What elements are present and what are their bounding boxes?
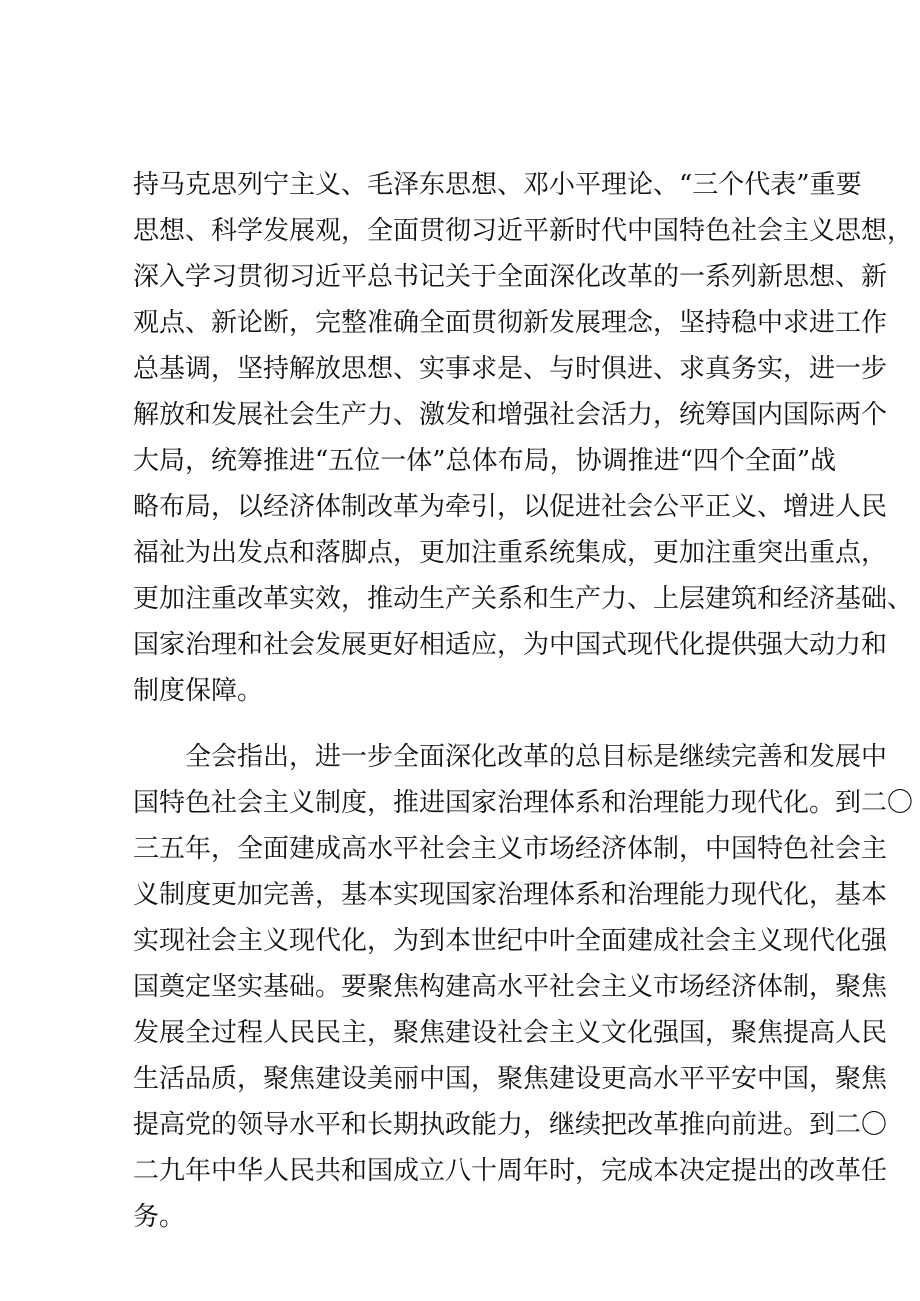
text-line: 深入学习贯彻习近平总书记关于全面深化改革的一系列新思想、新 [133,262,888,292]
text-line: 略布局，以经济体制改革为牵引，以促进社会公平正义、增进人民 [133,492,888,522]
text-line: 大局，统筹推进“五位一体”总体布局，协调推进“四个全面”战 [133,446,837,476]
paragraph-gap [133,714,805,734]
text-line: 义制度更加完善，基本实现国家治理体系和治理能力现代化，基本 [133,880,888,910]
text-line: 国家治理和社会发展更好相适应，为中国式现代化提供强大动力和 [133,630,888,660]
text-line: 更加注重改革实效，推动生产关系和生产力、上层建筑和经济基础、 [133,584,914,614]
text-line: 国奠定坚实基础。要聚焦构建高水平社会主义市场经济体制，聚焦 [133,972,888,1002]
text-line: 持马克思列宁主义、毛泽东思想、邓小平理论、“三个代表”重要 [133,170,862,200]
text-line: 解放和发展社会生产力、激发和增强社会活力，统筹国内国际两个 [133,400,888,430]
text-line: 福祉为出发点和落脚点，更加注重系统集成，更加注重突出重点， [133,538,888,568]
paragraph-2 [133,734,914,1240]
text-line: 观点、新论断，完整准确全面贯彻新发展理念，坚持稳中求进工作 [133,308,888,338]
document-body [133,162,914,1240]
text-line: 生活品质，聚焦建设美丽中国，聚焦建设更高水平平安中国，聚焦 [133,1064,888,1094]
text-line: 提高党的领导水平和长期执政能力，继续把改革推向前进。到二〇 [133,1110,888,1140]
text-line: 制度保障。 [133,676,264,706]
text-line: 二九年中华人民共和国成立八十周年时，完成本决定提出的改革任 [133,1156,888,1186]
text-line: 务。 [133,1202,186,1232]
paragraph-1 [133,162,914,714]
text-line: 实现社会主义现代化，为到本世纪中叶全面建成社会主义现代化强 [133,926,888,956]
text-line: 思想、科学发展观，全面贯彻习近平新时代中国特色社会主义思想， [133,216,914,246]
text-line: 全会指出，进一步全面深化改革的总目标是继续完善和发展中 [185,742,888,772]
text-line: 三五年，全面建成高水平社会主义市场经济体制，中国特色社会主 [133,834,888,864]
text-line: 发展全过程人民民主，聚焦建设社会主义文化强国，聚焦提高人民 [133,1018,888,1048]
text-line: 总基调，坚持解放思想、实事求是、与时俱进、求真务实，进一步 [133,354,888,384]
text-line: 国特色社会主义制度，推进国家治理体系和治理能力现代化。到二〇 [133,788,914,818]
